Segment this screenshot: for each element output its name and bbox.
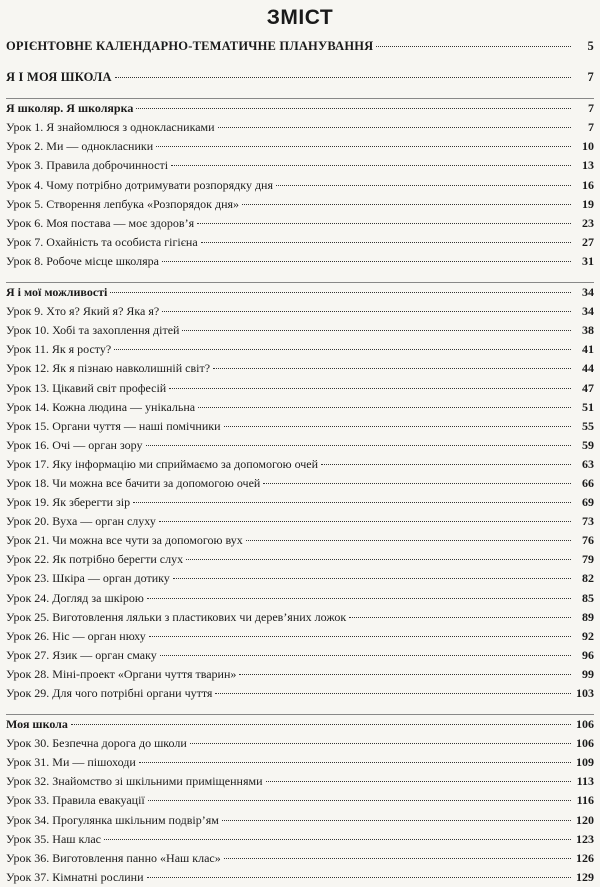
toc-entry-label: Урок 9. Хто я? Який я? Яка я? xyxy=(6,304,160,319)
toc-lesson-entry[interactable] xyxy=(6,156,594,175)
toc-lesson-entry[interactable] xyxy=(6,176,594,195)
toc-entry-label: Урок 20. Вуха — орган слуху xyxy=(6,514,156,529)
toc-section-entry[interactable] xyxy=(6,98,594,118)
toc-lesson-entry[interactable] xyxy=(6,493,594,512)
toc-entry-label: Урок 28. Міні-проект «Органи чуття тварин» xyxy=(6,666,237,681)
toc-entry-label: Урок 13. Цікавий світ професій xyxy=(6,380,167,395)
dot-leader xyxy=(147,598,571,599)
dot-leader xyxy=(146,445,572,446)
dot-leader xyxy=(321,464,571,465)
toc-entry-label: Урок 25. Виготовлення ляльки з пластикових чи дерев’яних ложок xyxy=(6,609,347,624)
toc-page-number: 55 xyxy=(582,418,594,433)
toc-page-number: 103 xyxy=(576,686,594,700)
dot-leader xyxy=(160,655,571,656)
toc-lesson-entry[interactable] xyxy=(6,195,594,214)
dot-leader xyxy=(242,204,571,205)
dot-leader xyxy=(133,502,571,503)
toc-lesson-entry[interactable] xyxy=(6,753,594,772)
dot-leader xyxy=(349,617,571,618)
toc-entry-label: Урок 10. Хобі та захоплення дітей xyxy=(6,323,180,338)
toc-lesson-entry[interactable] xyxy=(6,455,594,474)
dot-leader xyxy=(159,521,571,522)
toc-page-number: 16 xyxy=(582,177,594,192)
toc-page-number: 23 xyxy=(582,215,594,230)
dot-leader xyxy=(239,674,571,675)
toc-page-number: 44 xyxy=(582,361,594,376)
toc-entry-label: Урок 34. Прогулянка шкільним подвір’ям xyxy=(6,812,219,827)
dot-leader xyxy=(169,388,571,389)
toc-page-number: 38 xyxy=(582,323,594,338)
toc-page-number: 123 xyxy=(576,831,594,846)
toc-lesson-entry[interactable] xyxy=(6,474,594,493)
toc-page-number: 109 xyxy=(576,755,594,770)
dot-leader xyxy=(136,108,571,109)
toc-lesson-entry[interactable] xyxy=(6,569,594,588)
toc-page-number: 126 xyxy=(576,850,594,865)
toc-entry-label: Урок 36. Виготовлення панно «Наш клас» xyxy=(6,850,221,865)
toc-page-number: 63 xyxy=(582,456,594,471)
toc-page-number: 96 xyxy=(582,647,594,662)
toc-page-number: 7 xyxy=(588,101,594,116)
toc-section-entry[interactable] xyxy=(6,714,594,734)
dot-leader xyxy=(186,559,571,560)
toc-entry-label: Урок 33. Правила евакуації xyxy=(6,793,145,808)
dot-leader xyxy=(215,693,571,694)
toc-lesson-entry[interactable] xyxy=(6,359,594,378)
table-of-contents xyxy=(6,37,594,887)
toc-page-number: 59 xyxy=(582,437,594,452)
toc-page-number: 79 xyxy=(582,552,594,567)
toc-entry-label: Урок 35. Наш клас xyxy=(6,831,101,846)
dot-leader xyxy=(149,636,571,637)
toc-lesson-entry[interactable] xyxy=(6,868,594,887)
toc-section-entry[interactable] xyxy=(6,282,594,302)
toc-lesson-entry[interactable] xyxy=(6,118,594,137)
dot-leader xyxy=(376,46,571,47)
toc-entry-label: Я І МОЯ ШКОЛА xyxy=(6,70,112,85)
toc-lesson-entry[interactable] xyxy=(6,608,594,627)
toc-entry-label: Урок 23. Шкіра — орган дотику xyxy=(6,571,170,586)
toc-lesson-entry[interactable] xyxy=(6,550,594,569)
toc-page-number: 41 xyxy=(582,342,594,357)
toc-entry-label: Урок 37. Кімнатні рослини xyxy=(6,869,144,884)
toc-entry-label: Урок 18. Чи можна все бачити за допомогою очей xyxy=(6,475,261,490)
toc-lesson-entry[interactable] xyxy=(6,589,594,608)
toc-entry-label: Я школяр. Я школярка xyxy=(6,101,134,116)
toc-entry-label: Урок 5. Створення лепбука «Розпорядок дня» xyxy=(6,196,240,211)
toc-page-number: 10 xyxy=(582,139,594,154)
toc-page-number: 47 xyxy=(582,380,594,395)
toc-entry-label: Урок 4. Чому потрібно дотримувати розпорядку дня xyxy=(6,177,273,192)
toc-entry-label: Урок 15. Органи чуття — наші помічники xyxy=(6,418,221,433)
toc-entry-label: Урок 29. Для чого потрібні органи чуття xyxy=(6,686,213,700)
toc-page-number: 34 xyxy=(582,285,594,300)
dot-leader xyxy=(71,724,571,725)
toc-page-number: 106 xyxy=(576,736,594,751)
dot-leader xyxy=(224,858,571,859)
toc-page-number: 120 xyxy=(576,812,594,827)
dot-leader xyxy=(104,839,571,840)
toc-entry-label: Урок 19. Як зберегти зір xyxy=(6,495,131,510)
toc-lesson-entry[interactable] xyxy=(6,830,594,849)
toc-lesson-entry[interactable] xyxy=(6,646,594,665)
dot-leader xyxy=(218,127,571,128)
dot-leader xyxy=(182,330,571,331)
toc-page-number: 82 xyxy=(582,571,594,586)
dot-leader xyxy=(201,242,571,243)
toc-entry-label: ОРІЄНТОВНЕ КАЛЕНДАРНО-ТЕМАТИЧНЕ ПЛАНУВАННЯ xyxy=(6,39,374,53)
dot-leader xyxy=(148,800,571,801)
dot-leader xyxy=(198,407,571,408)
toc-page-number: 5 xyxy=(587,39,594,53)
toc-lesson-entry[interactable] xyxy=(6,684,594,703)
dot-leader xyxy=(147,877,571,878)
dot-leader xyxy=(139,762,571,763)
toc-entry-label: Урок 16. Очі — орган зору xyxy=(6,437,143,452)
toc-entry-label: Урок 14. Кожна людина — унікальна xyxy=(6,399,196,414)
toc-entry-label: Урок 7. Охайність та особиста гігієна xyxy=(6,234,198,249)
toc-page-number: 7 xyxy=(587,70,594,85)
toc-lesson-entry[interactable] xyxy=(6,531,594,550)
toc-entry-label: Урок 27. Язик — орган смаку xyxy=(6,647,157,662)
section-gap xyxy=(6,56,594,68)
toc-lesson-entry[interactable] xyxy=(6,512,594,531)
toc-entry-label: Урок 1. Я знайомлюся з однокласниками xyxy=(6,120,215,135)
toc-page-number: 31 xyxy=(582,253,594,268)
toc-page-number: 73 xyxy=(582,514,594,529)
dot-leader xyxy=(173,578,571,579)
toc-lesson-entry[interactable] xyxy=(6,137,594,156)
dot-leader xyxy=(190,743,571,744)
toc-entry-label: Урок 32. Знайомство зі шкільними приміщеннями xyxy=(6,774,263,789)
toc-entry-label: Урок 6. Моя постава — моє здоров’я xyxy=(6,215,195,230)
toc-lesson-entry[interactable] xyxy=(6,340,594,359)
toc-lesson-entry[interactable] xyxy=(6,734,594,753)
toc-top-entry[interactable] xyxy=(6,37,594,56)
toc-lesson-entry[interactable] xyxy=(6,772,594,791)
toc-page-number: 92 xyxy=(582,628,594,643)
toc-entry-label: Урок 3. Правила доброчинності xyxy=(6,158,169,173)
dot-leader xyxy=(162,311,571,312)
toc-page-number: 51 xyxy=(582,399,594,414)
toc-lesson-entry[interactable] xyxy=(6,214,594,233)
toc-lesson-entry[interactable] xyxy=(6,302,594,321)
toc-page-number: 85 xyxy=(582,590,594,605)
toc-page-number: 19 xyxy=(582,196,594,211)
dot-leader xyxy=(162,261,571,262)
dot-leader xyxy=(222,820,571,821)
toc-page-number: 89 xyxy=(582,609,594,624)
toc-entry-label: Урок 8. Робоче місце школяра xyxy=(6,253,159,268)
toc-lesson-entry[interactable] xyxy=(6,417,594,436)
toc-page-number: 13 xyxy=(582,158,594,173)
dot-leader xyxy=(115,77,571,78)
dot-leader xyxy=(213,368,571,369)
toc-entry-label: Урок 21. Чи можна все чути за допомогою вух xyxy=(6,533,243,548)
toc-entry-label: Урок 30. Безпечна дорога до школи xyxy=(6,736,187,751)
dot-leader xyxy=(246,540,571,541)
toc-lesson-entry[interactable] xyxy=(6,398,594,417)
dot-leader xyxy=(266,781,572,782)
toc-entry-label: Урок 12. Як я пізнаю навколишній світ? xyxy=(6,361,211,376)
toc-lesson-entry[interactable] xyxy=(6,233,594,252)
dot-leader xyxy=(110,292,571,293)
toc-page-number: 99 xyxy=(582,666,594,681)
dot-leader xyxy=(156,146,571,147)
toc-entry-label: Урок 11. Як я росту? xyxy=(6,342,112,357)
toc-lesson-entry[interactable] xyxy=(6,849,594,868)
dot-leader xyxy=(171,165,571,166)
toc-lesson-entry[interactable] xyxy=(6,665,594,684)
dot-leader xyxy=(224,426,572,427)
toc-entry-label: Я і мої можливості xyxy=(6,285,108,300)
dot-leader xyxy=(276,185,571,186)
dot-leader xyxy=(197,223,571,224)
toc-lesson-entry[interactable] xyxy=(6,379,594,398)
toc-page-number: 129 xyxy=(576,869,594,884)
toc-page-number: 69 xyxy=(582,495,594,510)
toc-page-number: 116 xyxy=(576,793,594,808)
toc-entry-label: Урок 24. Догляд за шкірою xyxy=(6,590,144,605)
toc-lesson-entry[interactable] xyxy=(6,321,594,340)
toc-page-number: 27 xyxy=(582,234,594,249)
toc-entry-label: Моя школа xyxy=(6,717,68,732)
toc-page-number: 34 xyxy=(582,304,594,319)
toc-entry-label: Урок 26. Ніс — орган нюху xyxy=(6,628,146,643)
toc-lesson-entry[interactable] xyxy=(6,436,594,455)
toc-entry-label: Урок 31. Ми — пішоходи xyxy=(6,755,136,770)
toc-page-number: 106 xyxy=(576,717,594,732)
toc-page-number: 76 xyxy=(582,533,594,548)
toc-lesson-entry[interactable] xyxy=(6,791,594,810)
toc-lesson-entry[interactable] xyxy=(6,627,594,646)
dot-leader xyxy=(114,349,571,350)
page-title: ЗМІСТ xyxy=(266,6,334,29)
toc-page-number: 7 xyxy=(588,120,594,135)
toc-top-entry[interactable] xyxy=(6,68,594,87)
toc-lesson-entry[interactable] xyxy=(6,252,594,271)
toc-entry-label: Урок 2. Ми — однокласники xyxy=(6,139,154,154)
toc-lesson-entry[interactable] xyxy=(6,811,594,830)
toc-entry-label: Урок 22. Як потрібно берегти слух xyxy=(6,552,184,567)
toc-page-number: 66 xyxy=(582,475,594,490)
toc-entry-label: Урок 17. Яку інформацію ми сприймаємо за допомогою очей xyxy=(6,456,319,471)
dot-leader xyxy=(263,483,571,484)
toc-page-number: 113 xyxy=(576,774,594,789)
